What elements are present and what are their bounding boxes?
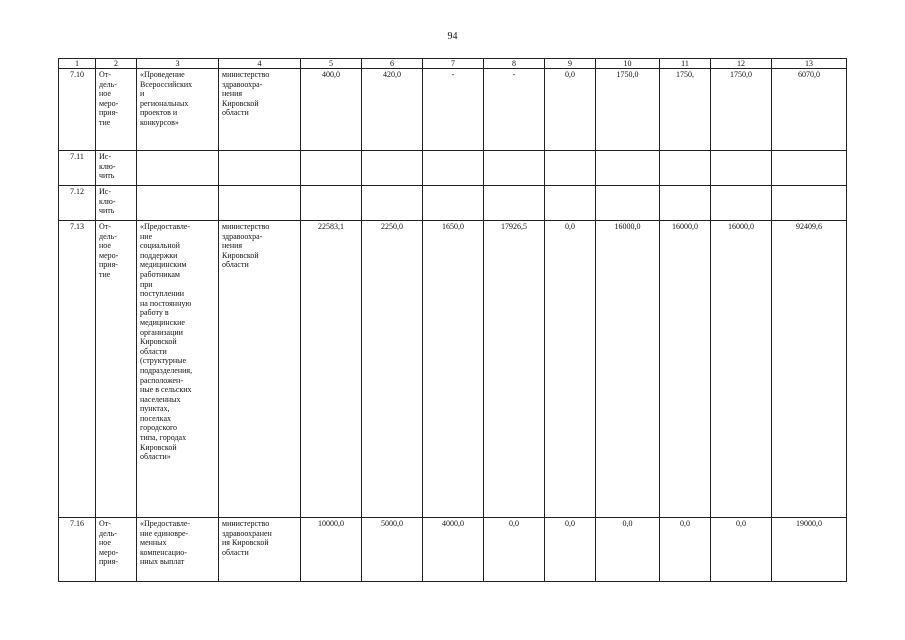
table-cell: 1750, bbox=[660, 69, 711, 151]
table-cell bbox=[219, 186, 301, 221]
table-cell: 16000,0 bbox=[660, 221, 711, 518]
table-row bbox=[59, 221, 847, 518]
table-cell bbox=[484, 186, 545, 221]
table-cell: «Предоставле- ние единовре- менных компенсацио- нных выплат bbox=[137, 518, 219, 582]
table-cell: министерство здравоохранен ия Кировской области bbox=[219, 518, 301, 582]
column-header-4: 4 bbox=[219, 59, 301, 69]
table-cell bbox=[219, 151, 301, 186]
table-cell: 16000,0 bbox=[711, 221, 772, 518]
table-cell bbox=[137, 151, 219, 186]
table-cell bbox=[137, 186, 219, 221]
column-header-7: 7 bbox=[423, 59, 484, 69]
table-cell: 7.12 bbox=[59, 186, 96, 221]
table-cell bbox=[362, 151, 423, 186]
column-header-2: 2 bbox=[96, 59, 137, 69]
table-cell: От- дель- ное меро- прия- bbox=[96, 518, 137, 582]
table-cell: От- дель- ное меро- прия- тие bbox=[96, 221, 137, 518]
program-table bbox=[58, 58, 847, 582]
table-cell bbox=[711, 186, 772, 221]
table-cell: - bbox=[484, 69, 545, 151]
column-header-6: 6 bbox=[362, 59, 423, 69]
table-cell: 0,0 bbox=[545, 69, 596, 151]
table-cell: 17926,5 bbox=[484, 221, 545, 518]
table-cell: 7.13 bbox=[59, 221, 96, 518]
column-header-9: 9 bbox=[545, 59, 596, 69]
table-cell bbox=[484, 151, 545, 186]
table-cell bbox=[301, 151, 362, 186]
column-header-8: 8 bbox=[484, 59, 545, 69]
table-cell: 0,0 bbox=[545, 221, 596, 518]
table-cell: 4000,0 bbox=[423, 518, 484, 582]
table-cell: От- дель- ное меро- прия- тие bbox=[96, 69, 137, 151]
table-cell: 6070,0 bbox=[772, 69, 847, 151]
table-cell: 2250,0 bbox=[362, 221, 423, 518]
table-cell: 0,0 bbox=[660, 518, 711, 582]
table-cell: «Предоставле- ние социальной поддержки медицинским работникам при поступлении на постоянную работу в медицинские организации Кировской области (структурные подразделения, расположен- ные в сельских населенных пунктах, поселках городского типа, городах Кировской области» bbox=[137, 221, 219, 518]
table-cell bbox=[660, 151, 711, 186]
table-cell: 16000,0 bbox=[596, 221, 660, 518]
table-cell bbox=[423, 151, 484, 186]
table-cell bbox=[711, 151, 772, 186]
table-cell bbox=[545, 151, 596, 186]
table-cell: 400,0 bbox=[301, 69, 362, 151]
table-cell bbox=[362, 186, 423, 221]
table-row bbox=[59, 69, 847, 151]
table-cell: 0,0 bbox=[596, 518, 660, 582]
column-header-11: 11 bbox=[660, 59, 711, 69]
table-cell: 1750,0 bbox=[596, 69, 660, 151]
table-cell bbox=[423, 186, 484, 221]
column-header-1: 1 bbox=[59, 59, 96, 69]
table-row bbox=[59, 186, 847, 221]
table-cell: 7.10 bbox=[59, 69, 96, 151]
column-header-12: 12 bbox=[711, 59, 772, 69]
table-cell bbox=[545, 186, 596, 221]
table-cell: 5000,0 bbox=[362, 518, 423, 582]
table-cell: 1750,0 bbox=[711, 69, 772, 151]
table-cell: 19000,0 bbox=[772, 518, 847, 582]
table-cell: 10000,0 bbox=[301, 518, 362, 582]
table-cell: «Проведение Всероссийских и региональных проектов и конкурсов» bbox=[137, 69, 219, 151]
table-cell: Ис- клю- чить bbox=[96, 151, 137, 186]
table-cell: 0,0 bbox=[545, 518, 596, 582]
table-header-row bbox=[59, 59, 847, 69]
table-cell: 0,0 bbox=[484, 518, 545, 582]
table-cell: министерство здравоохра- нения Кировской области bbox=[219, 69, 301, 151]
table-cell bbox=[596, 186, 660, 221]
table-cell bbox=[301, 186, 362, 221]
table-cell: 22583,1 bbox=[301, 221, 362, 518]
table-cell: 7.11 bbox=[59, 151, 96, 186]
table-cell: министерство здравоохра- нения Кировской области bbox=[219, 221, 301, 518]
table-row bbox=[59, 518, 847, 582]
table-cell: 1650,0 bbox=[423, 221, 484, 518]
table-cell: 92409,6 bbox=[772, 221, 847, 518]
page-number: 94 bbox=[447, 31, 458, 42]
table-cell: - bbox=[423, 69, 484, 151]
table-cell: 7.16 bbox=[59, 518, 96, 582]
table-cell: 0,0 bbox=[711, 518, 772, 582]
table-cell: 420,0 bbox=[362, 69, 423, 151]
table-cell: Ис- клю- чить bbox=[96, 186, 137, 221]
column-header-13: 13 bbox=[772, 59, 847, 69]
table-cell bbox=[772, 151, 847, 186]
column-header-10: 10 bbox=[596, 59, 660, 69]
table-cell bbox=[772, 186, 847, 221]
column-header-5: 5 bbox=[301, 59, 362, 69]
table-cell bbox=[596, 151, 660, 186]
table-row bbox=[59, 151, 847, 186]
table-cell bbox=[660, 186, 711, 221]
column-header-3: 3 bbox=[137, 59, 219, 69]
